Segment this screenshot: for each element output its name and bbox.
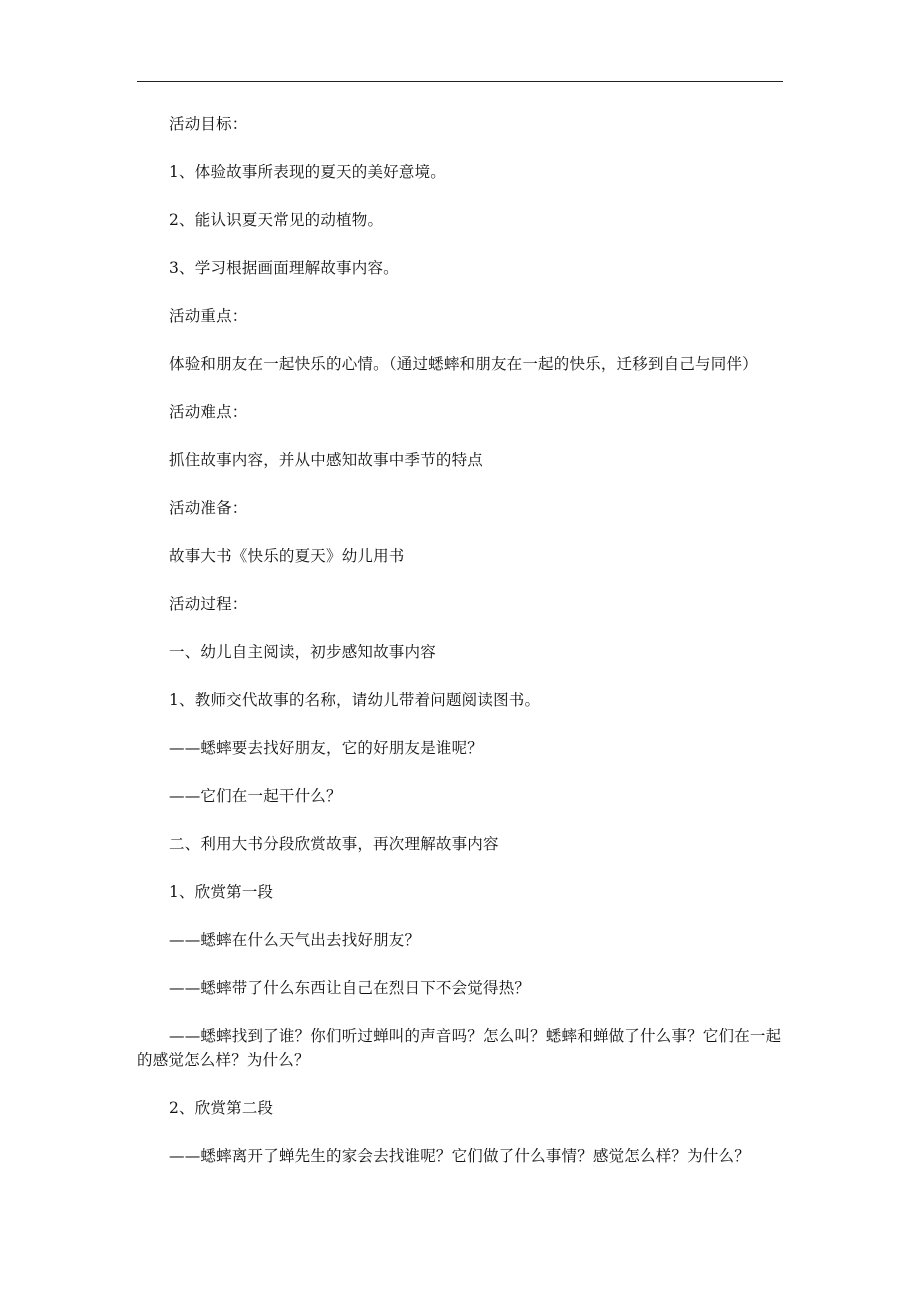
paragraph: 活动目标： xyxy=(169,115,248,133)
paragraph: 活动重点： xyxy=(169,307,248,325)
paragraph: ——蟋蟀要去找好朋友，它的好朋友是谁呢？ xyxy=(169,739,484,757)
paragraph: 3、学习根据画面理解故事内容。 xyxy=(169,259,399,277)
paragraph: 抓住故事内容，并从中感知故事中季节的特点 xyxy=(169,451,484,469)
paragraph: ——蟋蟀离开了蝉先生的家会去找谁呢？它们做了什么事情？感觉怎么样？为什么？ xyxy=(169,1147,750,1165)
paragraph: 2、能认识夏天常见的动植物。 xyxy=(169,211,384,229)
paragraph: ——它们在一起干什么？ xyxy=(169,787,342,805)
paragraph: ——蟋蟀带了什么东西让自己在烈日下不会觉得热？ xyxy=(169,979,531,997)
paragraph: 一、幼儿自主阅读，初步感知故事内容 xyxy=(169,643,436,661)
paragraph: 二、利用大书分段欣赏故事，再次理解故事内容 xyxy=(169,835,499,853)
document-body xyxy=(137,112,783,1168)
paragraph: 活动难点： xyxy=(169,403,248,421)
paragraph: 活动过程： xyxy=(169,595,248,613)
paragraph: 活动准备： xyxy=(169,499,248,517)
paragraph: ——蟋蟀在什么天气出去找好朋友？ xyxy=(169,931,421,949)
paragraph: 2、欣赏第二段 xyxy=(169,1099,274,1117)
header-rule xyxy=(137,81,783,82)
paragraph: 1、教师交代故事的名称，请幼儿带着问题阅读图书。 xyxy=(169,691,541,709)
paragraph: 体验和朋友在一起快乐的心情。（通过蟋蟀和朋友在一起的快乐，迁移到自己与同伴） xyxy=(169,355,758,373)
paragraph: 1、体验故事所表现的夏天的美好意境。 xyxy=(169,163,446,181)
paragraph: 故事大书《快乐的夏天》幼儿用书 xyxy=(169,547,405,565)
paragraph: 1、欣赏第一段 xyxy=(169,883,274,901)
paragraph: ——蟋蟀找到了谁？你们听过蝉叫的声音吗？怎么叫？蟋蟀和蝉做了什么事？它们在一起的感觉怎么样？为什么？ xyxy=(137,1027,782,1069)
